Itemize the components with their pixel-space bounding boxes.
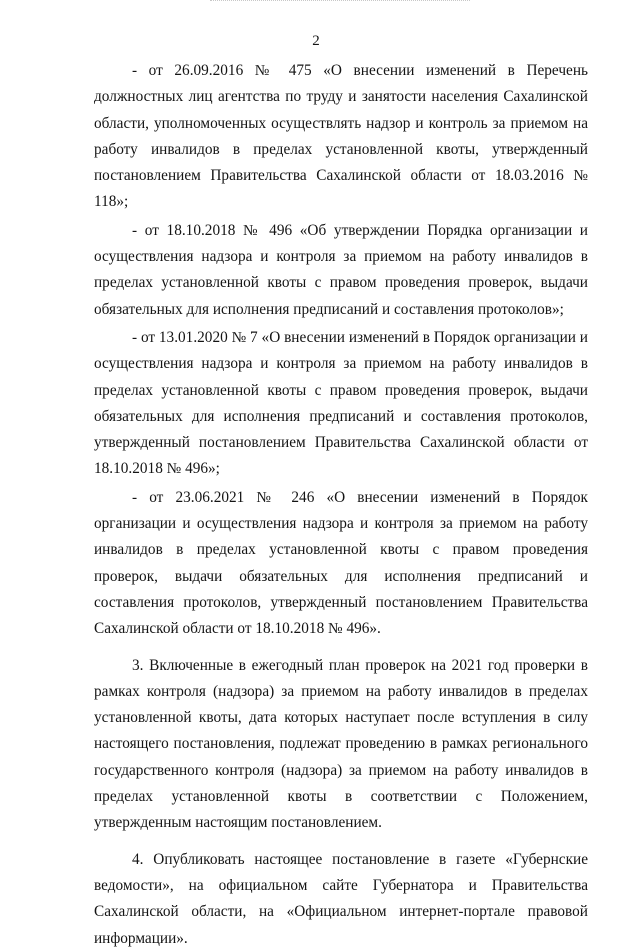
paragraph-amendment-496: - от 18.10.2018 № 496 «Об утверждении Порядка организации и осуществления надзора и контроля за приемом на работу инвалидов в пределах установленной квоты с правом проведения проверок, выдачи обязательных для исполнения предписаний и составления протоколов»; <box>94 221 588 318</box>
document-body <box>94 58 588 952</box>
paragraph-amendment-475: - от 26.09.2016 № 475 «О внесении изменений в Перечень должностных лиц агентства по труду и занятости населения Сахалинской области, уполномоченных осуществлять надзор и контроль за приемом на работу инвалидов в пределах установленной квоты, утвержденный постановлением Правительства Сахалинской области от 18.03.2016 № 118»; <box>94 62 588 211</box>
paragraph-amendment-246: - от 23.06.2021 № 246 «О внесении изменений в Порядок организации и осуществления надзора и контроля за приемом на работу инвалидов в пределах установленной квоты с правом проведения проверок, выдачи обязательных для исполнения предписаний и составления протоколов, утвержденный постановлением Правительства Сахалинской области от 18.10.2018 № 496». <box>94 488 588 638</box>
paragraph-item-3: 3. Включенные в ежегодный план проверок на 2021 год проверки в рамках контроля (надзора) за приемом на работу инвалидов в пределах установленной квоты, дата которых наступает после вступления в силу настоящего постановления, подлежат проведению в рамках регионального государственного контроля (надзора) за приемом на работу инвалидов в пределах установленной квоты в соответствии с Положением, утвержденным настоящим постановлением. <box>94 656 588 832</box>
paragraph-amendment-7: - от 13.01.2020 № 7 «О внесении изменений в Порядок организации и осуществления надзора и контроля за приемом на работу инвалидов в пределах установленной квоты с правом проведения проверок, выдачи обязательных для исполнения предписаний и составления протоколов, утвержденный постановлением Правительства Сахалинской области от 18.10.2018 № 496»; <box>94 328 588 478</box>
scan-edge-line <box>210 0 470 2</box>
page-number: 2 <box>312 33 320 49</box>
paragraph-item-4: 4. Опубликовать настоящее постановление в газете «Губернские ведомости», на официальном сайте Губернатора и Правительства Сахалинской области, на «Официальном интернет-портале правовой информации». <box>94 850 588 947</box>
